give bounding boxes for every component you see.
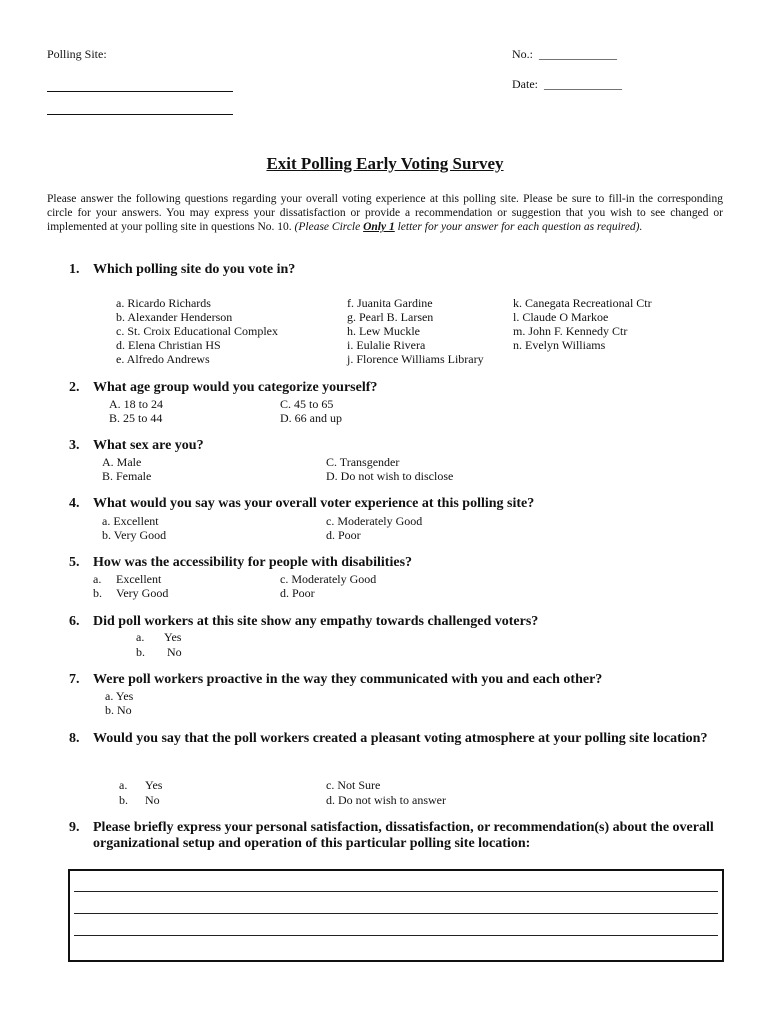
option-1b[interactable]: b. Alexander Henderson [116,310,233,324]
option-4a[interactable]: a. Excellent [102,514,159,528]
option-5a-letter[interactable]: a. [93,572,102,586]
question-number: 3. [69,438,80,453]
question-text: What age group would you categorize yourself? [93,380,378,395]
option-1g[interactable]: g. Pearl B. Larsen [347,310,434,324]
option-5d[interactable]: d. Poor [280,586,315,600]
option-7b[interactable]: b. No [105,703,132,717]
polling-site-line-1[interactable] [47,91,233,92]
option-1h[interactable]: h. Lew Muckle [347,324,420,338]
question-text: What would you say was your overall voter experience at this polling site? [93,496,535,511]
option-2b[interactable]: B. 25 to 44 [109,411,163,425]
question-text: Did poll workers at this site show any empathy towards challenged voters? [93,614,539,629]
option-1k[interactable]: k. Canegata Recreational Ctr [513,296,652,310]
option-8b-text[interactable]: No [145,793,160,807]
question-number: 1. [69,262,80,277]
question-number: 5. [69,555,80,570]
polling-site-line-2[interactable] [47,114,233,115]
option-3d[interactable]: D. Do not wish to disclose [326,469,454,483]
intro-italic: (Please Circle Only 1 letter for your answer for each question as required). [294,221,643,233]
intro-paragraph [47,192,723,234]
option-1c[interactable]: c. St. Croix Educational Complex [116,324,278,338]
option-1i[interactable]: i. Eulalie Rivera [347,338,426,352]
option-6a-text[interactable]: Yes [164,630,182,644]
question-text: Would you say that the poll workers created a pleasant voting atmosphere at your polling site location? [93,731,708,746]
option-3c[interactable]: C. Transgender [326,455,400,469]
answer-line-1 [74,891,718,892]
question-text: Which polling site do you vote in? [93,262,296,277]
option-6a-letter[interactable]: a. [136,630,145,644]
intro-text: Please answer the following questions regarding your overall voting experience at this polling site. Please be sure to fill-in the corresponding circle for your answers. You may express your dissatisfaction or provide a recommendation or suggestion that you wish to see changed or implemented at your polling site in questions No. 10. [47,193,723,233]
option-6b-letter[interactable]: b. [136,645,145,659]
option-3b[interactable]: B. Female [102,469,152,483]
option-4d[interactable]: d. Poor [326,528,361,542]
option-5b-letter[interactable]: b. [93,586,102,600]
option-8a-text[interactable]: Yes [145,778,163,792]
question-text: Please briefly express your personal satisfaction, dissatisfaction, or recommendation(s) about the overall organizational setup and operation of this particular polling site location: [93,820,714,851]
date-label: Date: [512,77,538,91]
option-8c[interactable]: c. Not Sure [326,778,381,792]
option-1m[interactable]: m. John F. Kennedy Ctr [513,324,628,338]
option-1f[interactable]: f. Juanita Gardine [347,296,433,310]
polling-site-label: Polling Site: [47,47,107,61]
option-2c[interactable]: C. 45 to 65 [280,397,334,411]
question-text: What sex are you? [93,438,204,453]
question-number: 7. [69,672,80,687]
option-1d[interactable]: d. Elena Christian HS [116,338,221,352]
option-5b-text[interactable]: Very Good [116,586,169,600]
number-blank: _____________ [539,47,617,61]
option-2a[interactable]: A. 18 to 24 [109,397,163,411]
option-6b-text[interactable]: No [167,645,182,659]
answer-line-3 [74,935,718,936]
number-field[interactable] [512,47,617,62]
option-1n[interactable]: n. Evelyn Williams [513,338,606,352]
question-number: 4. [69,496,80,511]
question-text: How was the accessibility for people with disabilities? [93,555,413,570]
option-5c[interactable]: c. Moderately Good [280,572,377,586]
option-4c[interactable]: c. Moderately Good [326,514,423,528]
option-3a[interactable]: A. Male [102,455,142,469]
option-8a-letter[interactable]: a. [119,778,128,792]
question-number: 6. [69,614,80,629]
option-4b[interactable]: b. Very Good [102,528,167,542]
option-8d[interactable]: d. Do not wish to answer [326,793,446,807]
date-field[interactable] [512,77,622,92]
question-number: 8. [69,731,80,746]
question-text: Were poll workers proactive in the way they communicated with you and each other? [93,672,603,687]
option-1l[interactable]: l. Claude O Markoe [513,310,609,324]
question-number: 9. [69,820,80,835]
number-label: No.: [512,47,533,61]
option-1j[interactable]: j. Florence Williams Library [347,352,484,366]
comment-answer-box[interactable] [68,869,724,962]
question-number: 2. [69,380,80,395]
intro-emphasis: Only 1 [363,221,395,233]
date-blank: _____________ [544,77,622,91]
page-title: Exit Polling Early Voting Survey [266,154,504,173]
option-5a-text[interactable]: Excellent [116,572,162,586]
option-1a[interactable]: a. Ricardo Richards [116,296,211,310]
option-1e[interactable]: e. Alfredo Andrews [116,352,210,366]
option-7a[interactable]: a. Yes [105,689,134,703]
answer-line-2 [74,913,718,914]
option-8b-letter[interactable]: b. [119,793,128,807]
option-2d[interactable]: D. 66 and up [280,411,342,425]
